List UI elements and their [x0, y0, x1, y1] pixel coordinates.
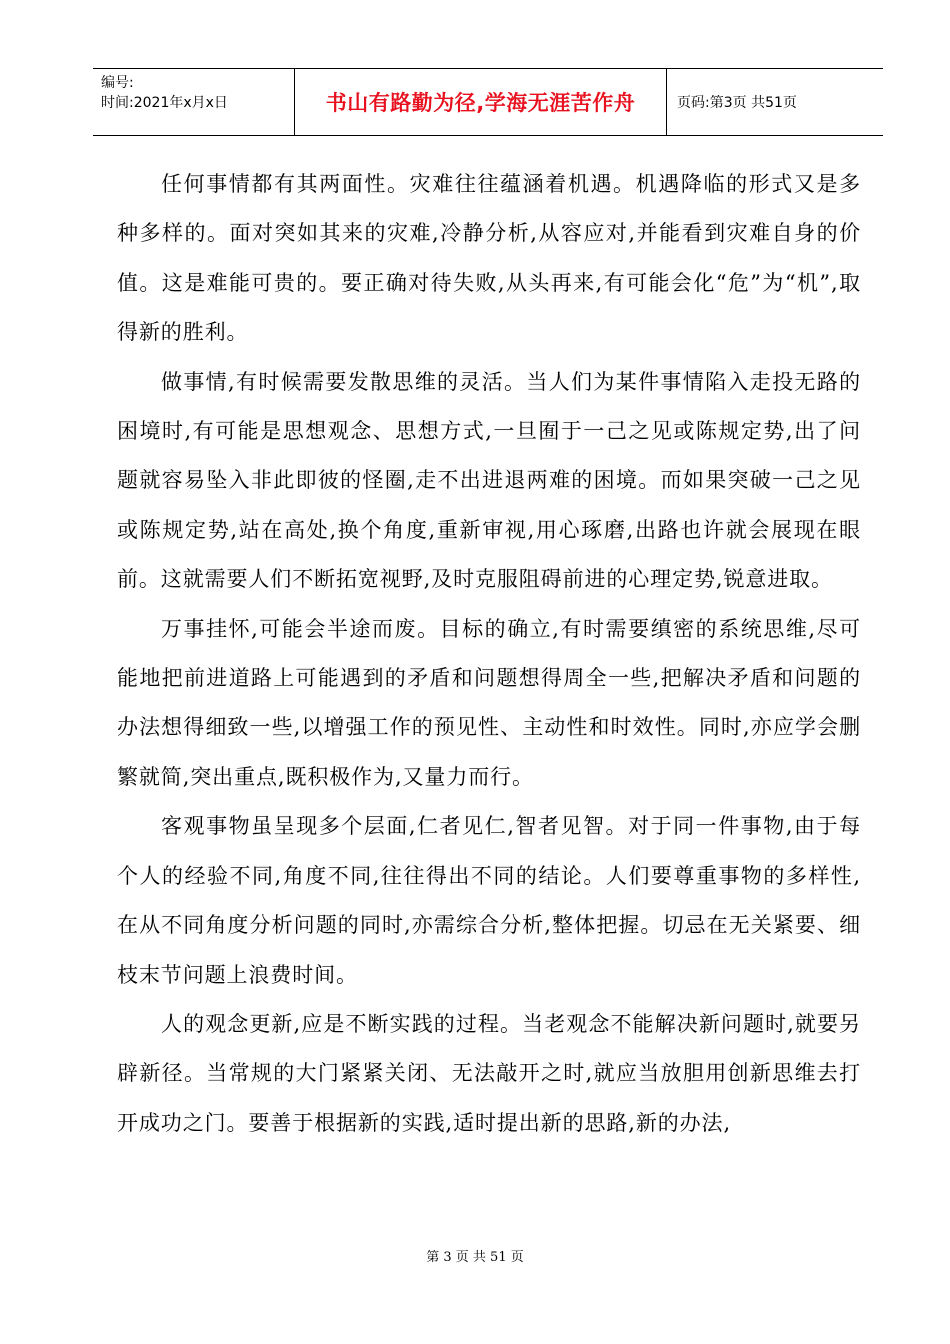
document-body	[117, 160, 861, 1148]
time-label: 时间:2021年x月x日	[101, 95, 228, 111]
paragraph-1: 任何事情都有其两面性。灾难往往蕴涵着机遇。机遇降临的形式又是多种多样的。面对突如其来的灾难,冷静分析,从容应对,并能看到灾难自身的价值。这是难能可贵的。要正确对待失败,从头再来,有可能会化“危”为“机”,取得新的胜利。	[117, 172, 861, 345]
header-page-info: 页码:第3页 共51页	[677, 95, 797, 111]
header-motto: 书山有路勤为径,学海无涯苦作舟	[295, 69, 667, 135]
page-footer: 第 3 页 共 51 页	[426, 1250, 524, 1265]
paragraph-2: 做事情,有时候需要发散思维的灵活。当人们为某件事情陷入走投无路的困境时,有可能是思想观念、思想方式,一旦囿于一己之见或陈规定势,出了问题就容易坠入非此即彼的怪圈,走不出进退两难的困境。而如果突破一己之见或陈规定势,站在高处,换个角度,重新审视,用心琢磨,出路也许就会展现在眼前。这就需要人们不断拓宽视野,及时克服阻碍前进的心理定势,锐意进取。	[117, 369, 861, 592]
paragraph-3: 万事挂怀,可能会半途而废。目标的确立,有时需要缜密的系统思维,尽可能地把前进道路上可能遇到的矛盾和问题想得周全一些,把解决矛盾和问题的办法想得细致一些,以增强工作的预见性、主动性和时效性。同时,亦应学会删繁就简,突出重点,既积极作为,又量力而行。	[117, 616, 861, 789]
page-header	[93, 68, 883, 136]
paragraph-5: 人的观念更新,应是不断实践的过程。当老观念不能解决新问题时,就要另辟新径。当常规的大门紧紧关闭、无法敲开之时,就应当放胆用创新思维去打开成功之门。要善于根据新的实践,适时提出新的思路,新的办法,	[117, 1011, 861, 1135]
number-label: 编号:	[101, 75, 134, 91]
header-meta	[93, 69, 295, 135]
paragraph-4: 客观事物虽呈现多个层面,仁者见仁,智者见智。对于同一件事物,由于每个人的经验不同,角度不同,往往得出不同的结论。人们要尊重事物的多样性,在从不同角度分析问题的同时,亦需综合分析,整体把握。切忌在无关紧要、细枝末节问题上浪费时间。	[117, 814, 861, 987]
